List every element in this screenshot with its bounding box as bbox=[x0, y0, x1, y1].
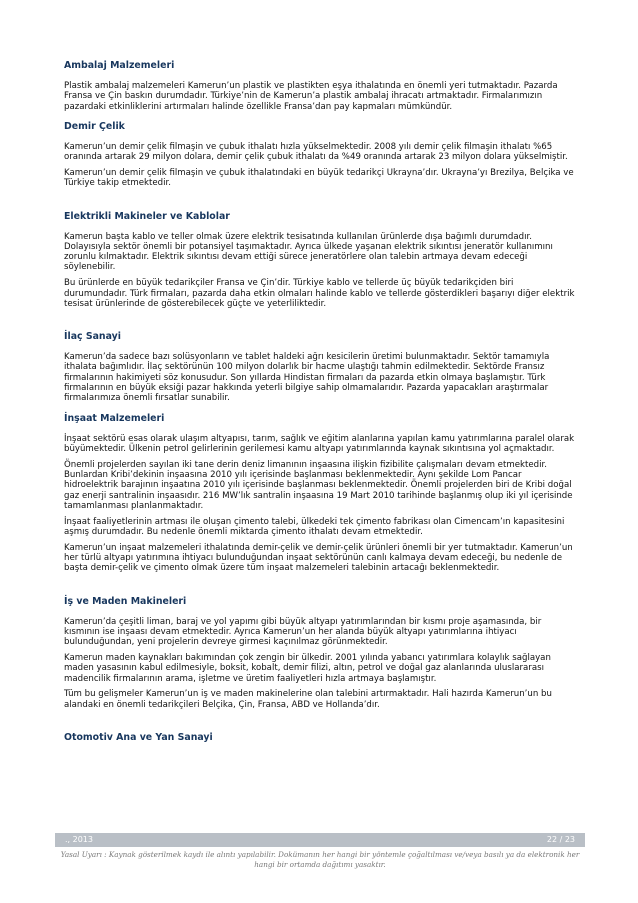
section-elektrikli-makineler bbox=[64, 211, 576, 310]
paragraph: Bu ürünlerde en büyük tedarikçiler Fransa ve Çin’dir. Türkiye kablo ve tellerde üç büyük tedarikçiden biri durumundadır. Türk firmaları, pazarda daha etkin olmaları halinde kablo ve tellerde gösterdikleri başarıyı diğer elektrik tesisat ürünlerinde de gösterebilecek güçte ve yeterliliktedir. bbox=[64, 278, 575, 309]
paragraph: Önemli projelerden sayılan iki tane derin deniz limanının inşaasına ilişkin fizibilite çalışmaları devam etmektedir. Bunlardan Kribi’dekinin inşaasına 2010 yılı içerisinde başlanması beklenmektedir. Aynı şekilde Lom Pancar hidroelektrik barajının inşaatına 2010 yılı içerisinde başlanması beklenmektedir. Önemli projelerden biri de Kribi doğal gaz enerji santralinin inşaasıdır. 216 MW’lık santralin inşaasına 19 Mart 2010 tarihinde başlanmış olup iki yıl içerisinde tamamlanması planlanmaktadır. bbox=[64, 459, 573, 511]
section-heading: İnşaat Malzemeleri bbox=[64, 412, 165, 424]
footer-date: ., 2013 bbox=[65, 835, 93, 844]
paragraph: Plastik ambalaj malzemeleri Kamerun’un plastik ve plastikten eşya ithalatında en önemli yeri tutmaktadır. Pazarda Fransa ve Çin baskın durumdadır. Türkiye’nin de Kamerun’a plastik ambalaj ihracatı artmaktadır. Firmalarımızın pazardaki etkinliklerini artırmaları halinde özellikle Fransa’dan pay kapmaları mümkündür. bbox=[64, 81, 558, 112]
section-heading: İlaç Sanayi bbox=[64, 331, 121, 343]
paragraph: Kamerun başta kablo ve teller olmak üzere elektrik tesisatında kullanılan ürünlerde dışa bağımlı durumdadır. Dolayısıyla sektör önemli bir potansiyel taşımaktadır. Ayrıca ülkede yaşanan elektrik sıkıntısı jeneratör kullanımını zorunlu kılmaktadır. Elektrik sıkıntısı devam ettiği sürece jeneratörlere olan talebin artmaya devam edeceği söylenebilir. bbox=[64, 231, 553, 273]
section-insaat-malzemeleri bbox=[64, 413, 576, 574]
section-ambalaj bbox=[64, 60, 576, 112]
paragraph: Kamerun’un inşaat malzemeleri ithalatında demir-çelik ve demir-çelik ürünleri önemli bir yer tutmaktadır. Kamerun’un her türlü altyapı yatırımına ihtiyacı bulunduğundan inşaat sektörünün canlı kalmaya devam edeceği, bu nedenle de başta demir-çelik ve çimento olmak üzere tüm inşaat malzemeleri talebinin artacağı beklenmektedir. bbox=[64, 542, 573, 574]
paragraph: Kamerun’da çeşitli liman, baraj ve yol yapımı gibi büyük altyapı yatırımlarından bir kısmı proje aşamasında, bir kısmının ise inşaası devam etmektedir. Ayrıca Kamerun’un her alanda büyük altyapı yatırımlarına ihtiyacı bulunduğundan, yeni projelerin devreye girmesi kaçınılmaz görünmektedir. bbox=[64, 616, 542, 648]
section-heading: Demir Çelik bbox=[64, 120, 125, 132]
section-heading: Elektrikli Makineler ve Kablolar bbox=[64, 210, 230, 222]
document-body bbox=[64, 60, 576, 753]
paragraph: Kamerun’un demir çelik filmaşin ve çubuk ithalatı hızla yükselmektedir. 2008 yılı demir çelik filmaşin ithalatı %65 oranında artarak 29 milyon dolara, demir çelik çubuk ithalatı da %49 oranında artarak 23 milyon dolara yükselmiştir. bbox=[64, 141, 568, 163]
section-demir-celik bbox=[64, 121, 576, 189]
section-heading: Ambalaj Malzemeleri bbox=[64, 60, 175, 71]
paragraph: İnşaat faaliyetlerinin artması ile oluşan çimento talebi, ülkedeki tek çimento fabrikası olan Cimencam’ın kapasitesini aşmış durumdadır. Bu nedenle önemli miktarda çimento ithalatı devam etmektedir. bbox=[64, 516, 565, 538]
paragraph: Tüm bu gelişmeler Kamerun’un iş ve maden makinelerine olan talebini artırmaktadır. Hali hazırda Kamerun’un bu alandaki en önemli tedarikçileri Belçika, Çin, Fransa, ABD ve Hollanda’dır. bbox=[64, 689, 552, 710]
legal-notice: Yasal Uyarı : Kaynak gösterilmek kaydı ile alıntı yapılabilir. Dokümanın her hangi bir yöntemle çoğaltılması ve/veya basılı ya da elektronik her hangi bir ortamda dağıtımı yasaktır. bbox=[60, 850, 580, 869]
section-heading: İş ve Maden Makineleri bbox=[64, 595, 187, 607]
footer-bar bbox=[55, 833, 585, 847]
section-heading: Otomotiv Ana ve Yan Sanayi bbox=[64, 732, 213, 744]
section-otomotiv bbox=[64, 732, 576, 744]
section-is-ve-maden-makineleri bbox=[64, 596, 576, 710]
paragraph: Kamerun’un demir çelik filmaşin ve çubuk ithalatındaki en büyük tedarikçi Ukrayna’dır. Ukrayna’yı Brezilya, Belçika ve Türkiye takip etmektedir. bbox=[64, 167, 574, 189]
section-ilac-sanayi bbox=[64, 331, 576, 403]
paragraph: Kamerun maden kaynakları bakımından çok zengin bir ülkedir. 2001 yılında yabancı yatırımlara kolaylık sağlayan maden yasasının kabul edilmesiyle, boksit, kobalt, demir filizi, altın, petrol ve doğal gaz alanlarında uluslararası madencilik firmalarının arama, işletme ve üretim faaliyetleri hızla artmaya başlamıştır. bbox=[64, 653, 551, 684]
paragraph: İnşaat sektörü esas olarak ulaşım altyapısı, tarım, sağlık ve eğitim alanlarına yapılan kamu yatırımlarına paralel olarak büyümektedir. Ülkenin petrol gelirlerinin gerilemesi kamu altyapı yatırımlarında kaynak sıkıntısına yol açmaktadır. bbox=[64, 433, 575, 454]
page-number: 22 / 23 bbox=[546, 835, 575, 844]
paragraph: Kamerun’da sadece bazı solüsyonların ve tablet haldeki ağrı kesicilerin üretimi bulunmaktadır. Sektör tamamıyla ithalata bağımlıdır. İlaç sektörünün 100 milyon dolarlık bir hacme ulaştığı tahmin edilmektedir. Sektörde Fransız firmalarının hakimiyeti söz konusudur. Son yıllarda Hindistan firmaları da pazarda etkin olmaya başlamıştır. Türk firmalarının en büyük eksiği pazar hakkında yeterli bilgiye sahip olmamalarıdır. Pazarda yapacakları araştırmalar firmalarımıza önemli fırsatlar sunabilir. bbox=[64, 352, 550, 404]
